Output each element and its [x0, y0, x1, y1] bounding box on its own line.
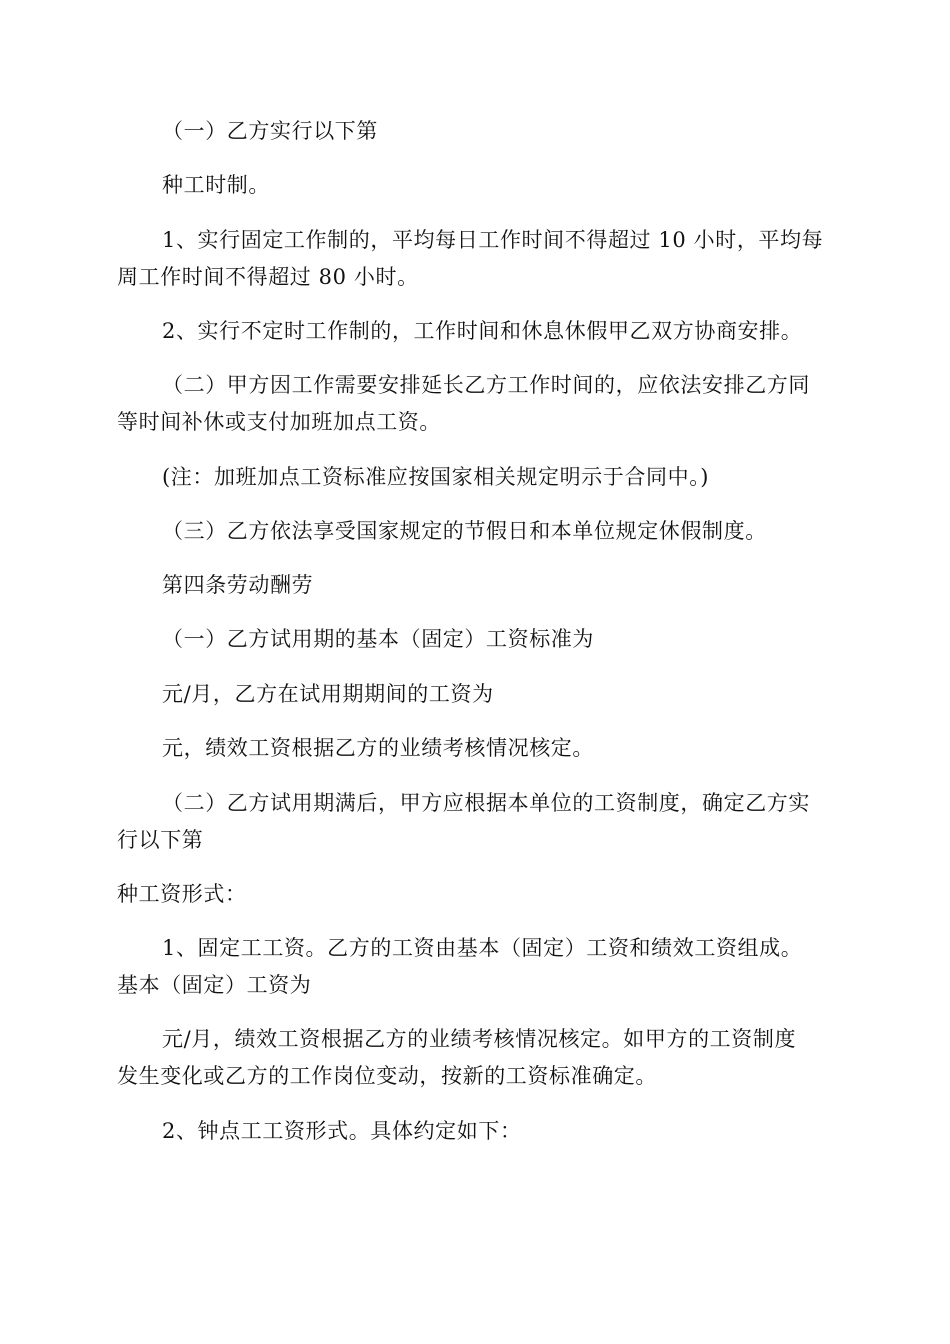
clause-work-hours-system-cont: 种工时制。: [162, 173, 270, 197]
clause-flexible-hours: 2、实行不定时工作制的，工作时间和休息休假甲乙双方协商安排。: [162, 319, 803, 343]
clause-work-hours-system: （一）乙方实行以下第: [162, 119, 378, 143]
clause-fixed-wage: 1、固定工工资。乙方的工资由基本（固定）工资和绩效工资组成。: [162, 936, 803, 960]
clause-performance-pay: 元，绩效工资根据乙方的业绩考核情况核定。: [162, 736, 594, 760]
clause-post-probation: （二）乙方试用期满后，甲方应根据本单位的工资制度，确定乙方实: [162, 791, 810, 815]
clause-monthly-wage: 元/月，绩效工资根据乙方的业绩考核情况核定。如甲方的工资制度: [162, 1027, 797, 1051]
clause-overtime: （二）甲方因工作需要安排延长乙方工作时间的，应依法安排乙方同: [162, 373, 810, 397]
note-overtime-pay: (注：加班加点工资标准应按国家相关规定明示于合同中。): [162, 465, 710, 489]
clause-overtime-cont: 等时间补休或支付加班加点工资。: [117, 410, 441, 434]
clause-holidays: （三）乙方依法享受国家规定的节假日和本单位规定休假制度。: [162, 519, 767, 543]
clause-wage-form: 种工资形式：: [117, 882, 247, 906]
clause-fixed-hours-cont: 周工作时间不得超过 80 小时。: [117, 265, 419, 289]
article-four-heading: 第四条劳动酬劳: [162, 573, 314, 597]
clause-fixed-hours: 1、实行固定工作制的，平均每日工作时间不得超过 10 小时，平均每: [162, 228, 824, 252]
clause-probation-salary: （一）乙方试用期的基本（固定）工资标准为: [162, 627, 594, 651]
clause-base-wage: 基本（固定）工资为: [117, 973, 312, 997]
clause-hourly-wage: 2、钟点工工资形式。具体约定如下：: [162, 1119, 522, 1143]
clause-post-probation-cont: 行以下第: [117, 828, 204, 852]
clause-probation-salary-cont: 元/月，乙方在试用期期间的工资为: [162, 682, 494, 706]
clause-monthly-wage-cont: 发生变化或乙方的工作岗位变动，按新的工资标准确定。: [117, 1064, 657, 1088]
